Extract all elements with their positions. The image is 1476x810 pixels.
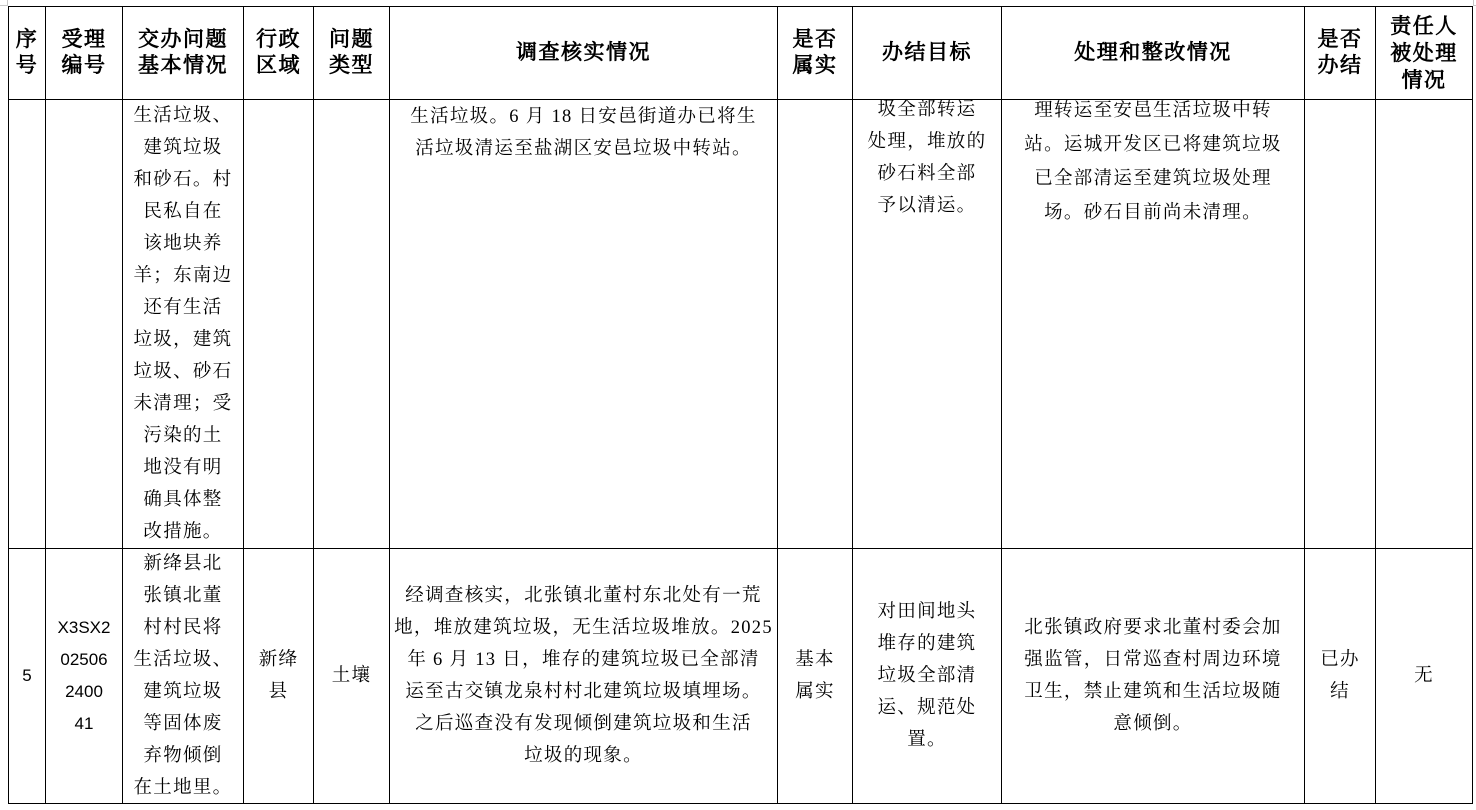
accountability-text: 无 <box>1414 666 1434 686</box>
cell-investigation <box>390 100 778 549</box>
header-issue-type-label: 问题 类型 <box>329 28 374 77</box>
header-verified-label: 是否 属实 <box>792 28 838 77</box>
header-administrative-region <box>244 7 314 100</box>
cell-rectification <box>1002 100 1305 549</box>
header-rectification <box>1002 7 1305 100</box>
header-administrative-region-label: 行政 区域 <box>256 28 301 77</box>
header-accountability-label: 责任人 被处理 情况 <box>1390 14 1458 92</box>
header-issue-summary <box>123 7 244 100</box>
header-verified <box>778 7 853 100</box>
header-serial-number <box>9 7 46 100</box>
cell-rectification <box>1002 549 1305 804</box>
cell-verified <box>778 549 853 804</box>
cell-serial-number <box>9 549 46 804</box>
header-case-number <box>46 7 123 100</box>
cell-investigation <box>390 549 778 804</box>
case-number-text: X3SX2 02506 2400 41 <box>57 618 111 733</box>
header-serial-number-label: 序 号 <box>15 28 39 77</box>
header-issue-type <box>314 7 390 100</box>
cell-administrative-region <box>244 100 314 549</box>
header-case-number-label: 受理 编号 <box>61 28 107 77</box>
completion-target-text: 对田间地头 堆存的建筑 垃圾全部清 运、规范处 置。 <box>877 602 977 750</box>
header-issue-summary-label: 交办问题 基本情况 <box>138 28 228 77</box>
rectification-text: 理转运至安邑生活垃圾中转 站。运城开发区已将建筑垃圾 已全部清运至建筑垃圾处理 场。砂石目前尚未清理。 <box>1024 101 1282 223</box>
cell-completion-target <box>853 100 1002 549</box>
cell-case-number <box>46 100 123 549</box>
cell-accountability <box>1376 549 1473 804</box>
header-rectification-label: 处理和整改情况 <box>1074 41 1232 64</box>
cell-issue-summary <box>123 100 244 549</box>
investigation-text: 生活垃圾。6 月 18 日安邑街道办已将生 活垃圾清运至盐湖区安邑垃圾中转站。 <box>410 107 757 159</box>
header-accountability <box>1376 7 1473 100</box>
supervision-table <box>8 6 1473 804</box>
serial-number-text: 5 <box>22 666 32 685</box>
investigation-text: 经调查核实，北张镇北董村东北处有一荒 地，堆放建筑垃圾，无生活垃圾堆放。2025 年 6 月 13 日，堆存的建筑垃圾已全部清 运至古交镇龙泉村村北建筑垃圾填埋场。 之后巡查没有发现倾倒建筑垃圾和生活 垃圾的现象。 <box>394 586 773 766</box>
header-completed <box>1305 7 1376 100</box>
cell-verified <box>778 100 853 549</box>
crop-mark-top-left <box>0 0 8 6</box>
cell-completed <box>1305 549 1376 804</box>
header-investigation <box>390 7 778 100</box>
cell-administrative-region <box>244 549 314 804</box>
issue-summary-text: 生活垃圾、 建筑垃圾 和砂石。村 民私自在 该地块养 羊；东南边 还有生活 垃圾，建筑 垃圾、砂石 未清理；受 污染的土 地没有明 确具体整 改措施。 <box>133 106 233 542</box>
header-completion-target-label: 办结目标 <box>882 41 972 64</box>
administrative-region-text: 新绛 县 <box>258 650 299 702</box>
completion-target-text: 圾全部转运 处理，堆放的 砂石料全部 予以清运。 <box>867 100 987 216</box>
cell-completed <box>1305 100 1376 549</box>
verified-text: 基本 属实 <box>795 650 835 702</box>
cell-serial-number <box>9 100 46 549</box>
rectification-text: 北张镇政府要求北董村委会加 强监管，日常巡查村周边环境 卫生，禁止建筑和生活垃圾随 意倾倒。 <box>1024 618 1282 734</box>
issue-type-text: 土壤 <box>331 666 372 686</box>
cell-case-number <box>46 549 123 804</box>
issue-summary-text: 新绛县北 张镇北董 村村民将 生活垃圾、 建筑垃圾 等固体废 弃物倾倒 在土地里。 <box>133 554 233 798</box>
header-completed-label: 是否 办结 <box>1317 28 1363 77</box>
cell-completion-target <box>853 549 1002 804</box>
cell-issue-summary <box>123 549 244 804</box>
completed-text: 已办 结 <box>1320 650 1360 702</box>
cell-issue-type <box>314 549 390 804</box>
header-completion-target <box>853 7 1002 100</box>
header-investigation-label: 调查核实情况 <box>516 41 651 64</box>
cell-issue-type <box>314 100 390 549</box>
cell-accountability <box>1376 100 1473 549</box>
